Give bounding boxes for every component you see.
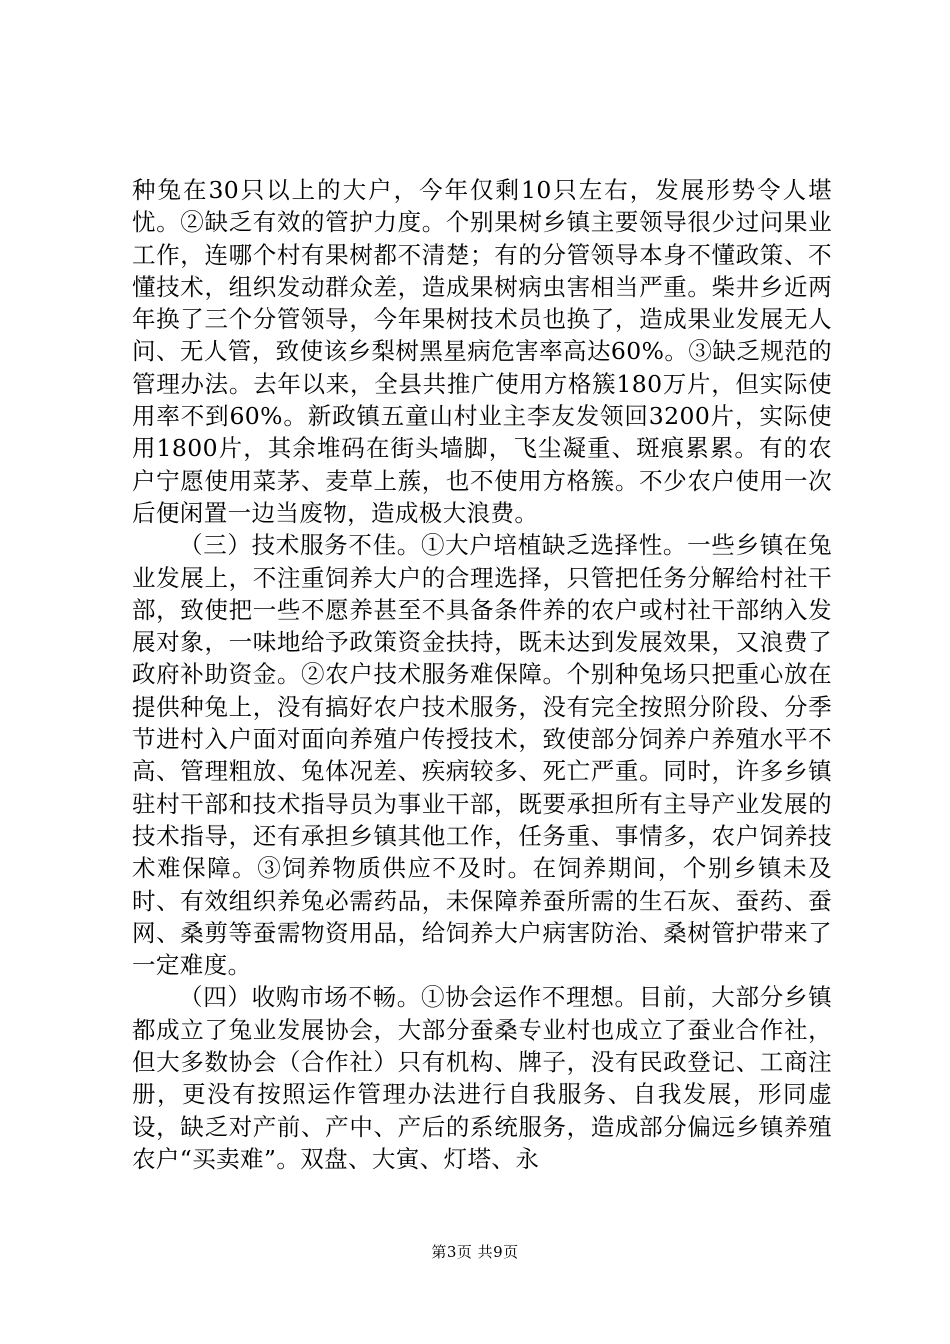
paragraph-2: （三）技术服务不佳。①大户培植缺乏选择性。一些乡镇在兔业发展上，不注重饲养大户的合理选择，只管把任务分解给村社干部，致使把一些不愿养甚至不具备条件养的农户或村社干部纳入发展对象，一味地给予政策资金扶持，既未达到发展效果，又浪费了政府补助资金。②农户技术服务难保障。个别种兔场只把重心放在提供种兔上，没有搞好农户技术服务，没有完全按照分阶段、分季节进村入户面对面向养殖户传授技术，致使部分饲养户养殖水平不高、管理粗放、兔体况差、疾病较多、死亡严重。同时，许多乡镇驻村干部和技术指导员为事业干部，既要承担所有主导产业发展的技术指导，还有承担乡镇其他工作，任务重、事情多，农户饲养技术难保障。③饲养物质供应不及时。在饲养期间，个别乡镇未及时、有效组织养兔必需药品，未保障养蚕所需的生石灰、蚕药、蚕网、桑剪等蚕需物资用品，给饲养大户病害防治、桑树管护带来了一定难度。 <box>132 531 832 980</box>
paragraph-3: （四）收购市场不畅。①协会运作不理想。目前，大部分乡镇都成立了兔业发展协会，大部分蚕桑专业村也成立了蚕业合作社，但大多数协会（合作社）只有机构、牌子，没有民政登记、工商注册，更没有按照运作管理办法进行自我服务、自我发展，形同虚设，缺乏对产前、产中、产后的系统服务，造成部分偏远乡镇养殖农户“买卖难”。双盘、大寅、灯塔、永 <box>132 983 832 1173</box>
page-footer: 第3页 共9页 <box>431 1243 519 1261</box>
paragraph-1: 种兔在30只以上的大户，今年仅剩10只左右，发展形势令人堪忧。②缺乏有效的管护力度。个别果树乡镇主要领导很少过问果业工作，连哪个村有果树都不清楚；有的分管领导本身不懂政策、不懂技术，组织发动群众差，造成果树病虫害相当严重。柴井乡近两年换了三个分管领导，今年果树技术员也换了，造成果业发展无人问、无人管，致使该乡梨树黑星病危害率高达60%。③缺乏规范的管理办法。去年以来，全县共推广使用方格簇180万片，但实际使用率不到60%。新政镇五童山村业主李友发领回3200片，实际使用1800片，其余堆码在街头墙脚，飞尘凝重、斑痕累累。有的农户宁愿使用菜茅、麦草上蔟，也不使用方格簇。不少农户使用一次后便闲置一边当废物，造成极大浪费。 <box>132 176 832 527</box>
document-body <box>132 174 832 1175</box>
